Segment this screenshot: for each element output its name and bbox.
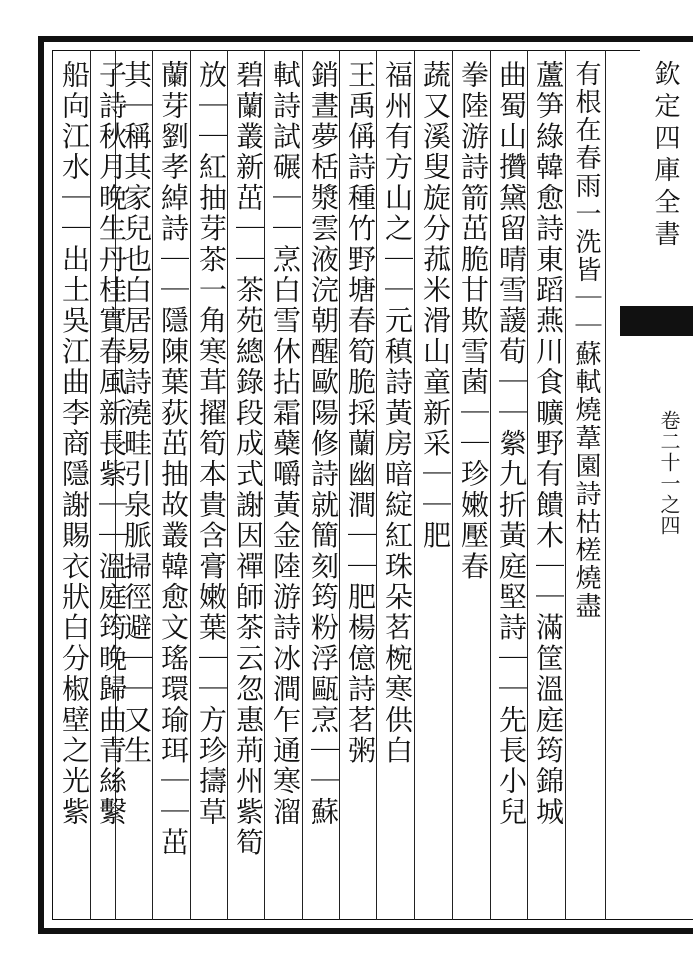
text-column-10: 碧蘭叢新茁｜｜茶苑總錄段成式謝因禪師茶云忽惠荊州紫筍 [232, 60, 265, 859]
text-column-11: 放｜｜紅抽芽茶一角寒茸擢筍本貴含膏嫩葉｜｜方珍擣草 [195, 60, 228, 828]
text-column-5: 蔬又溪叟旋分菰米滑山童新采｜｜肥 [419, 60, 452, 552]
text-column-4: 拳陸游詩箭茁脆甘欺雪菌｜｜珍嫩壓春 [457, 60, 490, 582]
text-column-9: 軾詩試碾｜｜烹白雪休拈霜蘗嚼黃金陸游詩冰澗乍通寒溜 [269, 60, 302, 828]
text-column-15: 船向江水｜｜出土吳江曲李商隱謝賜衣狀白分椒壁之光紫 [58, 60, 91, 828]
fish-tail-mark [620, 306, 693, 336]
text-column-6: 福州有方山之｜｜元稹詩黃房暗綻紅珠朵茗椀寒供白 [381, 60, 414, 767]
text-column-2: 蘆笋綠韓愈詩東蹈燕川食曠野有饋木｜｜滿筐溫庭筠錦城 [532, 60, 565, 828]
volume-label: 卷二十一之四 [657, 410, 681, 536]
text-column-1: 有根在春雨一洗皆｜｜蘇軾燒葦園詩枯槎燒盡 [571, 60, 601, 620]
text-column-14: 子詩秋月晚生丹桂實春風新長紫｜｜溫庭筠晚歸曲青絲繫 [95, 60, 128, 828]
book-title: 欽定四庫全書 [650, 60, 680, 252]
text-column-12: 蘭芽劉孝綽詩｜｜隱陳葉荻茁抽故叢韓愈文瑤環瑜珥｜｜茁 [157, 60, 190, 859]
text-column-3: 曲蜀山攢黛留晴雪蘐荀｜｜縈九折黃庭堅詩｜｜先長小兒 [495, 60, 528, 828]
text-column-7: 王禹偁詩種竹野塘春筍脆採蘭幽澗｜｜肥楊億詩茗粥 [344, 60, 377, 767]
text-column-13: 其｜稱其家兒也白居易詩澆畦引泉脈掃徑避｜｜又生 [120, 60, 153, 767]
text-column-8: 銷晝夢栝漿雲液浣朝醒歐陽修詩就簡刻筠粉浮甌烹｜｜蘇 [307, 60, 340, 828]
